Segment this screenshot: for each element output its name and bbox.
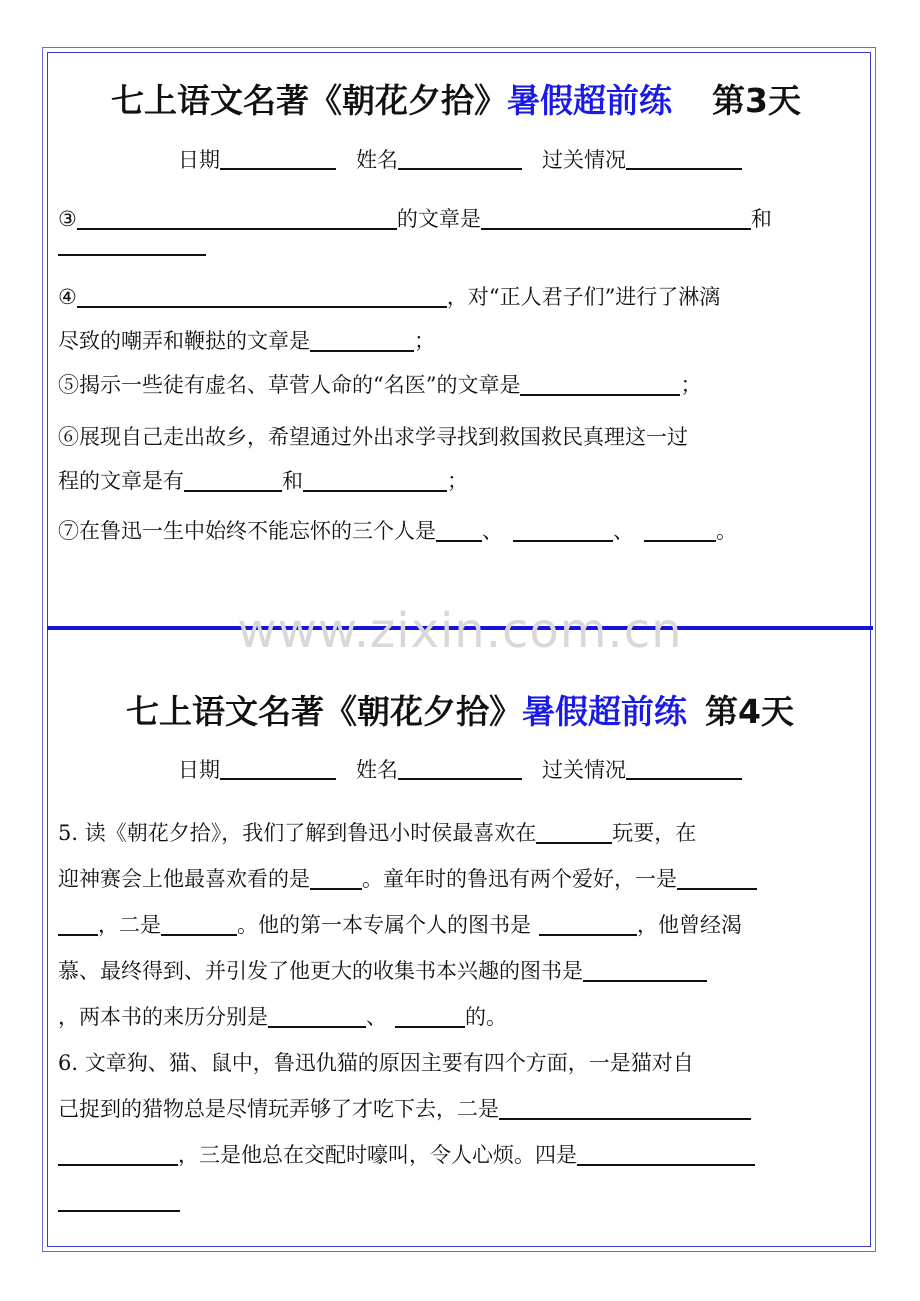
day4-title (0, 686, 920, 733)
day3-title-highlight: 暑假超前练 (507, 81, 673, 120)
q6-text-1: ⑥展现自己走出故乡，希望通过外出求学寻找到救国救民真理这一过 (58, 425, 688, 449)
q7-blank-2[interactable] (513, 516, 613, 542)
q7-text: ⑦在鲁迅一生中始终不能忘怀的三个人是 (58, 519, 436, 543)
q5-text-5: ，二是 (98, 913, 161, 937)
q5-blank-4[interactable] (161, 910, 237, 936)
q7-blank-3[interactable] (644, 516, 716, 542)
q5-text-3: 迎神赛会上他最喜欢看的是 (58, 867, 310, 891)
q5-blank-5[interactable] (539, 910, 637, 936)
day3-title-day: 第3天 (712, 81, 801, 120)
day3-info-row (0, 144, 920, 174)
q4-text-1: ，对“正人君子们”进行了淋漓 (446, 285, 721, 309)
q3-text-2: 和 (750, 207, 772, 231)
q3-number: ③ (58, 207, 77, 231)
date-label: 日期 (178, 148, 220, 172)
name-label: 姓名 (356, 148, 398, 172)
day3-title-main: 七上语文名著《朝花夕拾》 (111, 81, 508, 120)
q5-text-11: 的。 (465, 1005, 507, 1029)
q3-blank-3[interactable] (58, 230, 206, 256)
q5-text-1: 5. 读《朝花夕拾》，我们了解到鲁迅小时侯最喜欢在 (58, 821, 537, 845)
day3-q4-line1 (58, 282, 720, 312)
q4-text-2: 尽致的嘲弄和鞭挞的文章是 (58, 329, 310, 353)
q7-blank-1[interactable] (436, 516, 482, 542)
q6-blank-1b[interactable] (58, 1140, 178, 1166)
date-label: 日期 (178, 758, 220, 782)
q3-blank-1[interactable] (77, 204, 397, 230)
q5-text-4: 。童年时的鲁迅有两个爱好，一是 (362, 867, 677, 891)
q4-blank-1[interactable] (77, 282, 447, 308)
day3-q7-line (58, 516, 737, 546)
date-blank[interactable] (220, 147, 336, 170)
watermark: www.zixin.com.cn (237, 603, 683, 659)
q6-text-2: 己捉到的猎物总是尽情玩弄够了才吃下去，二是 (58, 1097, 499, 1121)
q4-text-3: ； (414, 329, 435, 353)
q4-blank-2[interactable] (310, 326, 414, 352)
q5-text-6: 。他的第一本专属个人的图书是 (237, 913, 531, 937)
day4-info-row (0, 754, 920, 784)
q6-blank-2[interactable] (303, 466, 447, 492)
q5-blank-6[interactable] (583, 956, 707, 982)
q6-blank-2[interactable] (577, 1140, 755, 1166)
day3-title (0, 75, 916, 122)
day4-q6-line4 (58, 1186, 180, 1216)
day3-q6-line2 (58, 466, 468, 496)
q7-sep-1: 、 (482, 519, 503, 543)
q5-blank-2[interactable] (310, 864, 362, 890)
day4-title-day: 第4天 (705, 692, 794, 731)
status-blank[interactable] (626, 147, 742, 170)
q5-text-8: 慕、最终得到、并引发了他更大的收集书本兴趣的图书是 (58, 959, 583, 983)
q7-end: 。 (716, 519, 737, 543)
status-label: 过关情况 (542, 148, 626, 172)
q3-blank-2[interactable] (481, 204, 751, 230)
q3-text-1: 的文章是 (396, 207, 481, 231)
day4-q5-line4 (58, 956, 707, 986)
status-label: 过关情况 (542, 758, 626, 782)
q5-blank-3[interactable] (677, 864, 757, 890)
day4-title-highlight: 暑假超前练 (522, 692, 688, 731)
q6-blank-1[interactable] (499, 1094, 751, 1120)
day4-q6-line1 (58, 1048, 694, 1078)
q5-text-10: 、 (366, 1005, 387, 1029)
day3-q6-line1 (58, 422, 688, 452)
q5-blank-7[interactable] (268, 1002, 366, 1028)
day4-title-main: 七上语文名著《朝花夕拾》 (126, 692, 523, 731)
name-blank[interactable] (398, 147, 522, 170)
day4-q6-line3 (58, 1140, 755, 1170)
q5-text-2: ； (680, 373, 702, 397)
q5-blank-3b[interactable] (58, 910, 98, 936)
day4-q5-line3 (58, 910, 742, 940)
day4-q6-line2 (58, 1094, 751, 1124)
q6-text-2: 程的文章是有 (58, 469, 184, 493)
q6-text-4: ； (447, 469, 468, 493)
status-blank[interactable] (626, 757, 742, 780)
q6-text-1: 6. 文章狗、猫、鼠中，鲁迅仇猫的原因主要有四个方面，一是猫对自 (58, 1051, 694, 1075)
q5-text-9: ，两本书的来历分别是 (58, 1005, 268, 1029)
q5-blank-8[interactable] (395, 1002, 465, 1028)
day3-q4-line2 (58, 326, 435, 356)
q5-text-2: 玩要，在 (612, 821, 697, 845)
q5-text-1: ⑤揭示一些徒有虚名、草菅人命的“名医”的文章是 (58, 373, 521, 397)
q6-blank-1[interactable] (184, 466, 282, 492)
day4-q5-line5 (58, 1002, 507, 1032)
name-label: 姓名 (356, 758, 398, 782)
q5-blank-1[interactable] (536, 818, 612, 844)
day3-q5-line (58, 370, 701, 400)
day4-q5-line1 (58, 818, 696, 848)
date-blank[interactable] (220, 757, 336, 780)
q5-blank[interactable] (520, 370, 680, 396)
name-blank[interactable] (398, 757, 522, 780)
q6-blank-2b[interactable] (58, 1186, 180, 1212)
day4-q5-line2 (58, 864, 757, 894)
q6-text-3: 和 (282, 469, 303, 493)
q5-text-7: ，他曾经渴 (637, 913, 742, 937)
q4-number: ④ (58, 285, 77, 309)
q6-text-3: ，三是他总在交配时嚎叫，令人心烦。四是 (178, 1143, 577, 1167)
day3-q3-line2 (58, 230, 206, 260)
q7-sep-2: 、 (613, 519, 634, 543)
